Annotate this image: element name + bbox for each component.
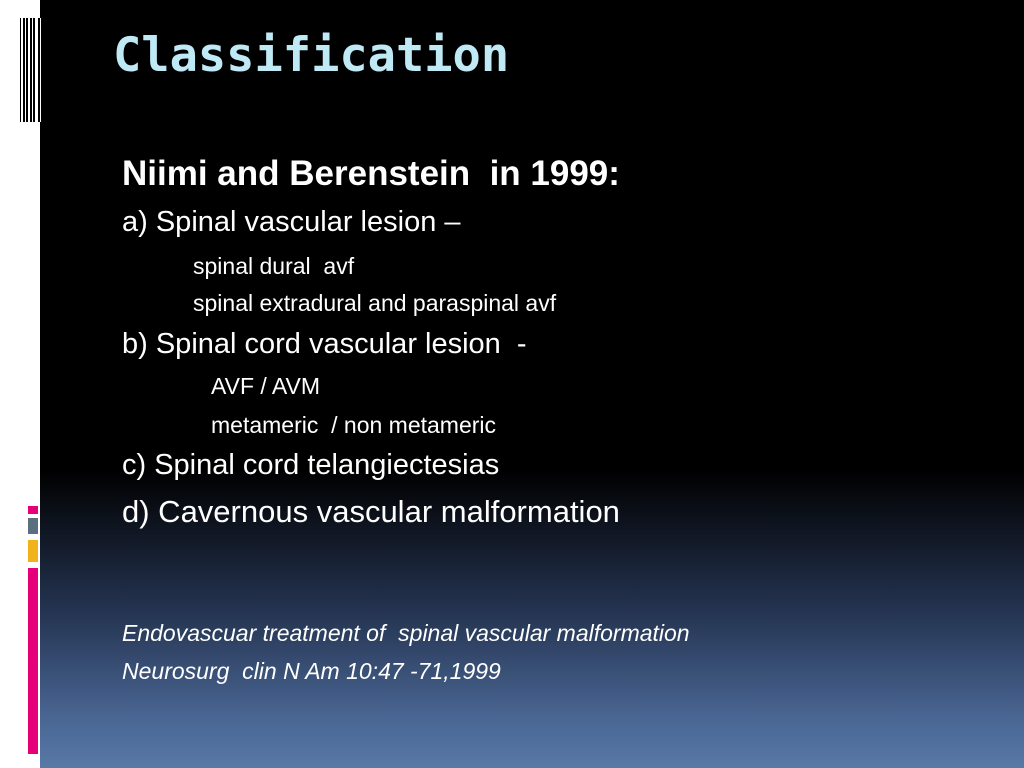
reference-line: Neurosurg clin N Am 10:47 -71,1999	[122, 658, 501, 684]
list-item: spinal dural avf	[193, 253, 355, 279]
list-item: metameric / non metameric	[211, 412, 497, 438]
stripe-pattern-icon	[20, 18, 44, 122]
accent-bar-pink-small	[28, 506, 38, 514]
list-item: spinal extradural and paraspinal avf	[193, 290, 557, 316]
list-item: c) Spinal cord telangiectesias	[122, 449, 500, 481]
accent-bar-yellow	[28, 540, 38, 562]
list-item: AVF / AVM	[211, 373, 321, 399]
slide-title: Classification	[113, 28, 510, 83]
list-item: b) Spinal cord vascular lesion -	[122, 328, 527, 360]
list-item: d) Cavernous vascular malformation	[122, 494, 620, 529]
slide-heading: Niimi and Berenstein in 1999:	[122, 154, 620, 193]
accent-bar-pink	[28, 568, 38, 754]
list-item: a) Spinal vascular lesion –	[122, 206, 461, 238]
reference-line: Endovascuar treatment of spinal vascular malformation	[122, 620, 690, 646]
accent-bar-grey	[28, 518, 38, 534]
